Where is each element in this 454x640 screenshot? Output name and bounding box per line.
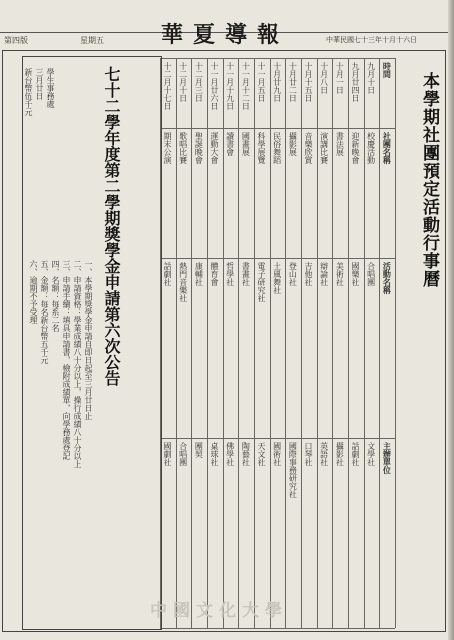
notice-side-note: 新台幣伍千元 [24, 68, 33, 116]
calendar-cell: 熱門音樂社 [178, 262, 188, 302]
calendar-cell: 音樂欣賞 [304, 132, 313, 164]
notice-paragraph: 三、申請手續：填具申請書，檢附成績單，向學務處登記 [62, 260, 71, 460]
calendar-cell: 吉他社 [304, 262, 313, 286]
calendar-cell: 攝影展 [288, 132, 298, 156]
calendar-cell: 十二月十日 [178, 62, 188, 102]
calendar-cell: 體育會 [210, 262, 219, 286]
calendar-cell: 十一月廿六日 [210, 62, 219, 110]
calendar-band-rule [160, 128, 395, 129]
calendar-cell: 話劇社 [351, 442, 360, 466]
calendar-band-rule [160, 58, 395, 59]
calendar-column-rule [395, 58, 396, 628]
calendar-cell: 口琴社 [304, 442, 313, 466]
calendar-cell: 迎新晚會 [351, 132, 360, 164]
notice-paragraph: 六、逾期不予受理 [29, 260, 38, 324]
calendar-cell: 土風舞社 [272, 262, 282, 294]
calendar-cell: 合唱團 [366, 262, 376, 286]
calendar-cell: 國劇社 [163, 442, 172, 466]
calendar-cell: 合唱團 [178, 442, 188, 466]
calendar-column-rule [254, 58, 255, 628]
calendar-cell: 國術社 [272, 442, 282, 466]
calendar-cell: 陶藝社 [241, 442, 251, 466]
calendar-column-rule [332, 58, 333, 628]
calendar-column-rule [379, 58, 380, 628]
calendar-cell: 國際事務研究社 [288, 442, 298, 498]
calendar-cell: 康輔社 [194, 262, 204, 286]
calendar-column-header: 活動名稱 [382, 262, 393, 294]
calendar-cell: 國畫展 [241, 132, 251, 156]
calendar-cell: 文學社 [366, 442, 376, 466]
notice-paragraph: 二、申請資格：學業成績八十分以上，操行成績八十分以上 [73, 260, 82, 468]
calendar-cell: 科學展覽 [257, 132, 266, 164]
date-label: 中華民國七十三年十月十六日 [326, 36, 417, 44]
calendar-cell: 十二月十七日 [163, 62, 172, 110]
right-article-title: 本學期社團預定活動行事曆 [419, 72, 439, 288]
notice-paragraph: 一、本學期獎學金申請自即日起至三月廿日止 [84, 260, 93, 420]
calendar-cell: 演講比賽 [319, 132, 329, 164]
calendar-cell: 九月廿四日 [351, 62, 360, 102]
watermark: 中國文化大學 [150, 601, 288, 621]
calendar-cell: 期末公演 [163, 132, 172, 164]
calendar-cell: 十月八日 [319, 62, 329, 94]
calendar-cell: 歌唱比賽 [178, 132, 188, 164]
notice-side-note: 學生事務處 [46, 68, 55, 108]
calendar-cell: 攝影社 [335, 442, 345, 466]
calendar-column-header: 時間 [382, 62, 393, 78]
calendar-cell: 登山社 [288, 262, 298, 286]
notice-side-note: 三月廿日 [35, 68, 44, 100]
calendar-cell: 聖誕晚會 [194, 132, 204, 164]
calendar-cell: 十月廿九日 [272, 62, 282, 102]
calendar-cell: 民俗舞蹈 [272, 132, 282, 164]
calendar-cell: 桌球社 [210, 442, 219, 466]
calendar-cell: 十二月三日 [194, 62, 204, 102]
notice-paragraph: 五、金額：每名新台幣五千元 [40, 260, 49, 364]
calendar-column-rule [301, 58, 302, 628]
calendar-column-rule [317, 58, 318, 628]
calendar-cell: 運動大會 [210, 132, 219, 164]
calendar-cell: 辯論社 [319, 262, 329, 286]
activity-calendar [160, 58, 395, 628]
calendar-column-rule [348, 58, 349, 628]
calendar-cell: 天文社 [257, 442, 266, 466]
calendar-cell: 讀書會 [225, 132, 235, 156]
calendar-column-header: 社團名稱 [382, 132, 393, 164]
calendar-column-rule [238, 58, 239, 628]
calendar-column-rule [176, 58, 177, 628]
notice-paragraph: 四、名額：每系二名 [51, 260, 60, 332]
weekday-label: 星期五 [80, 36, 104, 45]
calendar-cell: 十一月五日 [257, 62, 266, 102]
calendar-column-rule [191, 58, 192, 628]
calendar-cell: 十一月十九日 [225, 62, 235, 110]
calendar-column-rule [285, 58, 286, 628]
calendar-cell: 十月一日 [335, 62, 345, 94]
calendar-cell: 校慶活動 [366, 132, 376, 164]
calendar-cell: 國樂社 [351, 262, 360, 286]
calendar-band-rule [160, 628, 395, 629]
calendar-column-rule [270, 58, 271, 628]
calendar-cell: 書畫社 [241, 262, 251, 286]
left-article-title: 七十二學年度第二學期獎學金申請第六次公告 [102, 66, 121, 386]
page-fold [448, 0, 454, 640]
issue-label: 第四版 [4, 36, 28, 45]
calendar-cell: 英語社 [319, 442, 329, 466]
calendar-cell: 十月廿二日 [288, 62, 298, 102]
calendar-cell: 美術社 [335, 262, 345, 286]
calendar-column-rule [223, 58, 224, 628]
calendar-cell: 書法展 [335, 132, 345, 156]
calendar-band-rule [160, 258, 395, 259]
calendar-column-header: 主辦單位 [382, 442, 393, 474]
calendar-cell: 話劇社 [163, 262, 172, 286]
calendar-cell: 團契 [194, 442, 204, 458]
calendar-cell: 九月十日 [366, 62, 376, 94]
calendar-cell: 十月十五日 [304, 62, 313, 102]
calendar-cell: 電子研究社 [257, 262, 266, 302]
masthead: 華夏導報 [160, 22, 289, 48]
calendar-band-rule [160, 438, 395, 439]
calendar-column-rule [364, 58, 365, 628]
calendar-cell: 哲學社 [225, 262, 235, 286]
calendar-cell: 十一月十二日 [241, 62, 251, 110]
calendar-cell: 佛學社 [225, 442, 235, 466]
calendar-column-rule [207, 58, 208, 628]
